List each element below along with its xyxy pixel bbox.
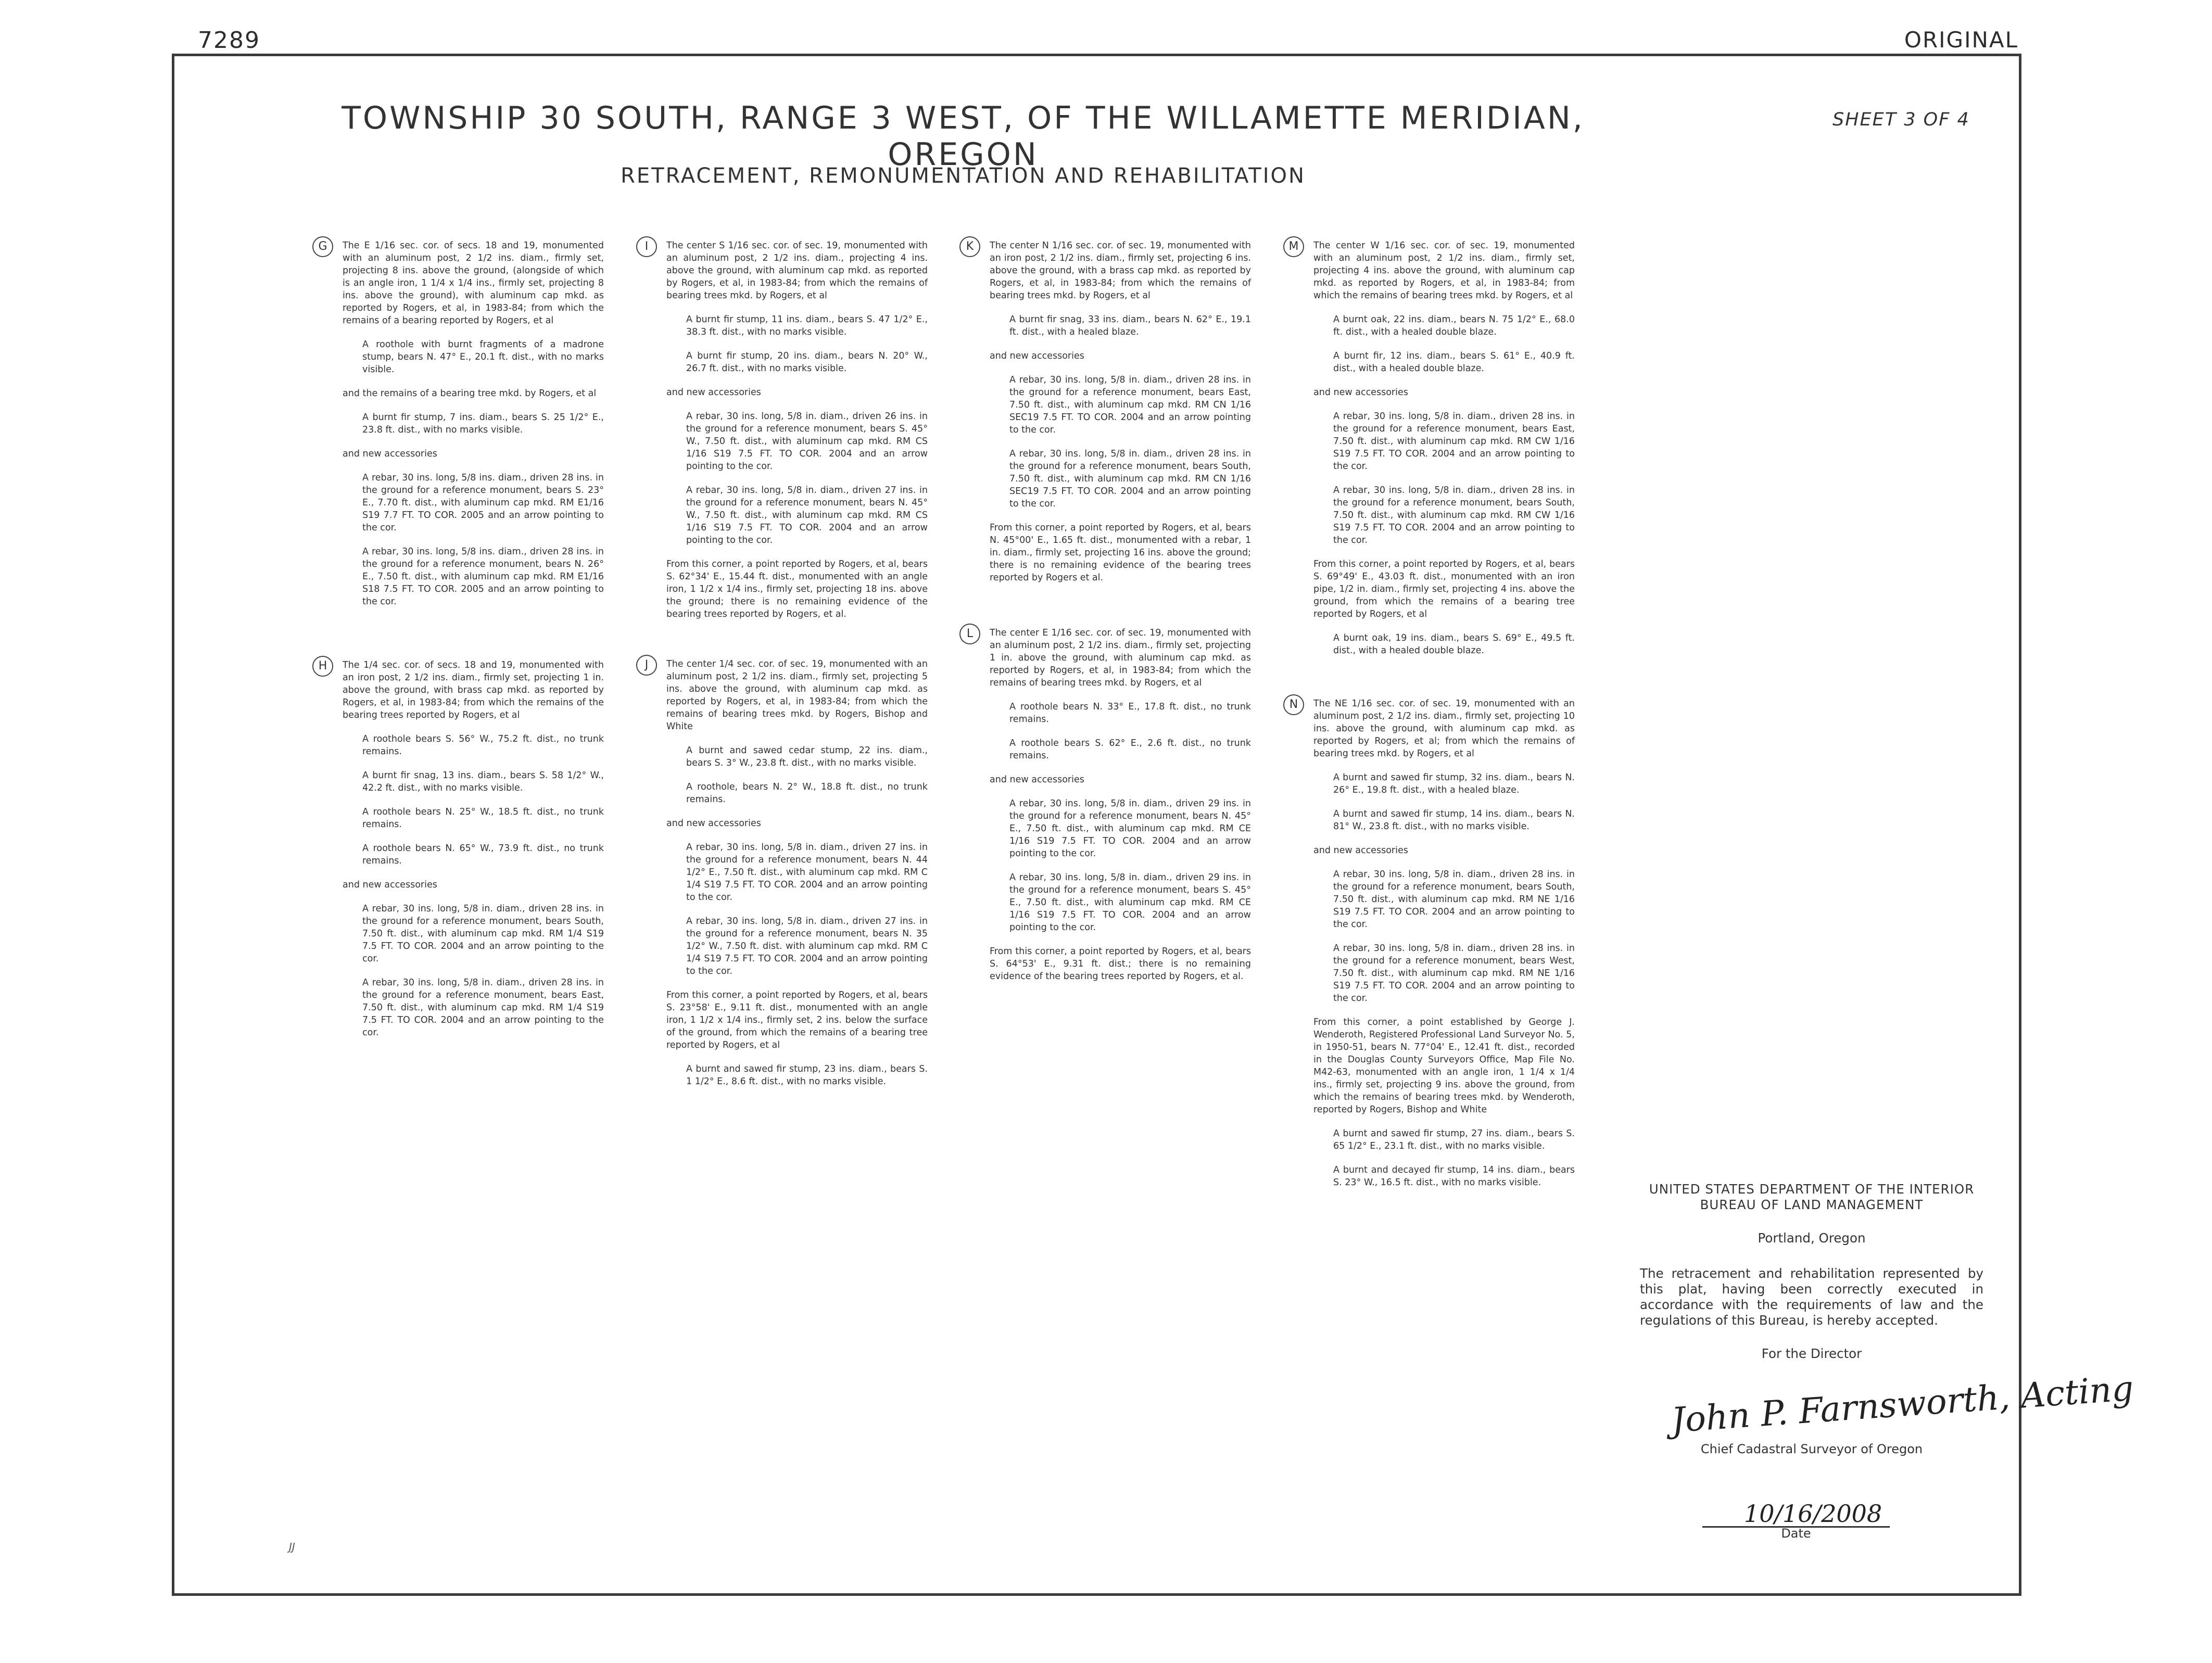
- bearing-tree-note: A burnt and sawed fir stump, 27 ins. diam., bears S. 65 1/2° E., 23.1 ft. dist., with no marks visible.: [1333, 1128, 1575, 1151]
- section-text: From this corner, a point established by George J. Wenderoth, Registered Professional Land Surveyor No. 5, in 1950-51, bears N. 77°04' E., 12.41 ft. dist., recorded in the Douglas County Surveyors Office, Map File No. M42-63, monumented with an angle iron, 1 1/4 x 1/4 ins., firmly set, projecting 9 ins. above the ground, from which the remains of bearing trees mkd. by Wenderoth, reported by Rogers, Bishop and White: [1313, 1017, 1575, 1115]
- bearing-tree-note: A roothole, bears N. 2° W., 18.8 ft. dist., no trunk remains.: [686, 782, 928, 805]
- section-text: and the remains of a bearing tree mkd. by Rogers, et al: [343, 388, 597, 399]
- accessory-note: A rebar, 30 ins. long, 5/8 in. diam., driven 28 ins. in the ground for a reference monument, bears South, 7.50 ft. dist., with aluminum cap mkd. RM CN 1/16 SEC19 7.5 FT. TO COR. 2004 and an arrow pointing to the cor.: [1009, 449, 1251, 509]
- bearing-tree-note: A roothole bears N. 33° E., 17.8 ft. dist., no trunk remains.: [1009, 702, 1251, 725]
- corner-description: The NE 1/16 sec. cor. of sec. 19, monumented with an aluminum post, 2 1/2 ins. diam., firmly set, projecting 10 ins. above the ground, with aluminum cap mkd. as reported by Rogers, et al; from which the remains of bearing trees mkd. by Rogers, et al: [1313, 699, 1575, 759]
- accessory-note: A rebar, 30 ins. long, 5/8 in. diam., driven 26 ins. in the ground for a reference monument, bears S. 45° W., 7.50 ft. dist., with aluminum cap mkd. RM CS 1/16 S19 7.5 FT. TO COR. 2004 and an arrow pointing to the cor.: [686, 411, 928, 472]
- corner-letter-j: J: [636, 655, 657, 676]
- drafter-mark: JJ: [289, 1541, 295, 1553]
- bearing-tree-note: A roothole with burnt fragments of a madrone stump, bears N. 47° E., 20.1 ft. dist., with no marks visible.: [362, 339, 604, 375]
- accessory-note: A rebar, 30 ins. long, 5/8 in. diam., driven 28 ins. in the ground for a reference monument, bears South, 7.50 ft. dist., with aluminum cap mkd. RM CW 1/16 S19 7.5 FT. TO COR. 2004 and an arrow pointing to the cor.: [1333, 485, 1575, 545]
- corner-note-h: [312, 659, 604, 1039]
- handwritten-date: [1702, 1488, 1890, 1529]
- section-text: From this corner, a point reported by Rogers, et al, bears S. 62°34' E., 15.44 ft. dist., monumented with an angle iron, 1 1/2 x 1/4 ins., firmly set, projecting 18 ins. above the ground; there is no remaining evidence of the bearing trees reported by Rogers, et al.: [666, 559, 928, 619]
- section-text: and new accessories: [1313, 845, 1408, 856]
- bearing-tree-note: A burnt and sawed fir stump, 32 ins. diam., bears N. 26° E., 19.8 ft. dist., with a healed blaze.: [1333, 772, 1575, 795]
- notes-column-2: [636, 239, 928, 1099]
- accessory-note: A rebar, 30 ins. long, 5/8 in. diam., driven 27 ins. in the ground for a reference monument, bears N. 45° W., 7.50 ft. dist., with aluminum cap mkd. RM CS 1/16 S19 7.5 FT. TO COR. 2004 and an arrow pointing to the cor.: [686, 485, 928, 545]
- date-label: Date: [1781, 1526, 1811, 1541]
- corner-description: The center W 1/16 sec. cor. of sec. 19, monumented with an aluminum post, 2 1/2 ins. diam., firmly set, projecting 4 ins. above the ground, with aluminum cap mkd. as reported by Rogers, et al, in 1983-84; from which the remains of bearing trees mkd. by Rogers, et al: [1313, 240, 1575, 301]
- section-text: and new accessories: [666, 387, 761, 398]
- section-text: From this corner, a point reported by Rogers, et al, bears N. 45°00' E., 1.65 ft. dist., monumented with a rebar, 1 in. diam., firmly set, projecting 16 ins. above the ground; there is no remaining evidence of the bearing trees reported by Rogers et al.: [990, 523, 1251, 583]
- signature-text: John P. Farnsworth, Acting: [1670, 1368, 2135, 1441]
- corner-note-i: [636, 239, 928, 620]
- accessory-note: A rebar, 30 ins. long, 5/8 in. diam., driven 27 ins. in the ground for a reference monument, bears N. 35 1/2° W., 7.50 ft. dist. with aluminum cap mkd. RM C 1/4 S19 7.5 FT. TO COR. 2004 and an arrow pointing to the cor.: [686, 916, 928, 976]
- corner-letter-k: K: [959, 236, 980, 257]
- corner-description: The center S 1/16 sec. cor. of sec. 19, monumented with an aluminum post, 2 1/2 ins. diam., projecting 4 ins. above the ground, with aluminum cap mkd. as reported by Rogers, et al, in 1983-84; from which the remains of bearing trees mkd. by Rogers, et al: [666, 240, 928, 301]
- section-text: and new accessories: [1313, 387, 1408, 398]
- accessory-note: A rebar, 30 ins. long, 5/8 in. diam., driven 28 ins. in the ground for a reference monument, bears West, 7.50 ft. dist., with aluminum cap mkd. RM NE 1/16 S19 7.5 FT. TO COR. 2004 and an arrow pointing to the cor.: [1333, 943, 1575, 1004]
- accessory-note: A rebar, 30 ins. long, 5/8 in. diam., driven 28 ins. in the ground for a reference monument, bears East, 7.50 ft. dist., with aluminum cap mkd. RM CW 1/16 S19 7.5 FT. TO COR. 2004 and an arrow pointing to the cor.: [1333, 411, 1575, 472]
- section-text: and new accessories: [990, 775, 1084, 785]
- corner-note-j: [636, 658, 928, 1088]
- corner-description: The 1/4 sec. cor. of secs. 18 and 19, monumented with an iron post, 2 1/2 ins. diam., firmly set, projecting 1 in. above the ground, with brass cap mkd. as reported by Rogers, et al, in 1983-84; from which the remains of the bearing trees reported by Rogers, et al: [343, 660, 604, 720]
- bearing-tree-note: A roothole bears S. 62° E., 2.6 ft. dist., no trunk remains.: [1009, 738, 1251, 761]
- bearing-tree-note: A burnt fir snag, 33 ins. diam., bears N. 62° E., 19.1 ft. dist., with a healed blaze.: [1009, 314, 1251, 337]
- for-director-label: For the Director: [1761, 1346, 1862, 1361]
- accessory-note: A rebar, 30 ins. long, 5/8 in. diam., driven 27 ins. in the ground for a reference monument, bears N. 44 1/2° E., 7.50 ft. dist., with aluminum cap mkd. RM C 1/4 S19 7.5 FT. TO COR. 2004 and an arrow pointing to the cor.: [686, 842, 928, 903]
- bearing-tree-note: A burnt oak, 19 ins. diam., bears S. 69° E., 49.5 ft. dist., with a healed double blaze.: [1333, 633, 1575, 656]
- bearing-tree-note: A burnt and sawed fir stump, 23 ins. diam., bears S. 1 1/2° E., 8.6 ft. dist., with no marks visible.: [686, 1064, 928, 1087]
- bearing-tree-note: A roothole bears S. 56° W., 75.2 ft. dist., no trunk remains.: [362, 734, 604, 757]
- section-text: and new accessories: [343, 880, 437, 890]
- corner-description: The center 1/4 sec. cor. of sec. 19, monumented with an aluminum post, 2 1/2 ins. diam., firmly set, projecting 5 ins. above the ground, with aluminum cap mkd. as reported by Rogers, et al, in 1983-84; from which the remains of bearing trees mkd. by Rogers, Bishop and White: [666, 659, 928, 732]
- corner-letter-m: M: [1283, 236, 1304, 257]
- corner-note-n: [1283, 697, 1575, 1189]
- bearing-tree-note: A roothole bears N. 65° W., 73.9 ft. dist., no trunk remains.: [362, 843, 604, 866]
- bearing-tree-note: A burnt fir, 12 ins. diam., bears S. 61° E., 40.9 ft. dist., with a healed double blaze.: [1333, 351, 1575, 374]
- approval-block: [1640, 1182, 1983, 1362]
- accessory-note: A rebar, 30 ins. long, 5/8 ins. diam., driven 28 ins. in the ground for a reference monument, bears S. 23° E., 7.70 ft. dist., with aluminum cap mkd. RM E1/16 S19 7.7 FT. TO COR. 2005 and an arrow pointing to the cor.: [362, 473, 604, 533]
- acceptance-statement: The retracement and rehabilitation represented by this plat, having been correctly executed in accordance with the requirements of law and the regulations of this Bureau, is hereby accepted.: [1640, 1266, 1983, 1328]
- corner-letter-i: I: [636, 236, 657, 257]
- office-location: Portland, Oregon: [1758, 1230, 1866, 1246]
- bearing-tree-note: A burnt and sawed cedar stump, 22 ins. diam., bears S. 3° W., 23.8 ft. dist., with no marks visible.: [686, 745, 928, 768]
- corner-letter-h: H: [312, 656, 333, 677]
- accessory-note: A rebar, 30 ins. long, 5/8 in. diam., driven 28 ins. in the ground for a reference monument, bears East, 7.50 ft. dist., with aluminum cap mkd. RM 1/4 S19 7.5 FT. TO COR. 2004 and an arrow pointing to the cor.: [362, 978, 604, 1038]
- bearing-tree-note: A burnt fir snag, 13 ins. diam., bears S. 58 1/2° W., 42.2 ft. dist., with no marks visible.: [362, 770, 604, 793]
- corner-description: The center E 1/16 sec. cor. of sec. 19, monumented with an aluminum post, 2 1/2 ins. diam., firmly set, projecting 1 in. above the ground, with aluminum cap mkd. as reported by Rogers, et al, in 1983-84; from which the remains of bearing trees mkd. by Rogers, et al: [990, 628, 1251, 688]
- corner-letter-n: N: [1283, 694, 1304, 715]
- section-text: and new accessories: [666, 818, 761, 829]
- bearing-tree-note: A burnt fir stump, 7 ins. diam., bears S. 25 1/2° E., 23.8 ft. dist., with no marks visible.: [362, 412, 604, 435]
- original-label: ORIGINAL: [1904, 27, 2018, 53]
- sheet-number: 7289: [198, 27, 260, 54]
- accessory-note: A rebar, 30 ins. long, 5/8 ins. diam., driven 28 ins. in the ground for a reference monument, bears N. 26° E., 7.50 ft. dist., with aluminum cap mkd. RM E1/16 S18 7.5 FT. TO COR. 2005 and an arrow pointing to the cor.: [362, 547, 604, 607]
- notes-column-3: [959, 239, 1251, 994]
- accessory-note: A rebar, 30 ins. long, 5/8 in. diam., driven 28 ins. in the ground for a reference monument, bears South, 7.50 ft. dist., with aluminum cap mkd. RM 1/4 S19 7.5 FT. TO COR. 2004 and an arrow pointing to the cor.: [362, 904, 604, 964]
- bearing-tree-note: A burnt and decayed fir stump, 14 ins. diam., bears S. 23° W., 16.5 ft. dist., with no marks visible.: [1333, 1165, 1575, 1188]
- notes-column-1: [312, 239, 604, 1050]
- bearing-tree-note: A burnt fir stump, 11 ins. diam., bears S. 47 1/2° E., 38.3 ft. dist., with no marks visible.: [686, 314, 928, 337]
- signer-title: Chief Cadastral Surveyor of Oregon: [1700, 1442, 1923, 1456]
- corner-description: The center N 1/16 sec. cor. of sec. 19, monumented with an iron post, 2 1/2 ins. diam., firmly set, projecting 6 ins. above the ground, with a brass cap mkd. as reported by Rogers, et al, in 1983-84; from which the remains of bearing trees mkd. by Rogers, et al: [990, 240, 1251, 301]
- notes-column-4: [1283, 239, 1575, 1200]
- section-text: From this corner, a point reported by Rogers, et al, bears S. 64°53' E., 9.31 ft. dist.; there is no remaining evidence of the bearing trees reported by Rogers, et al.: [990, 946, 1251, 982]
- date-written: 10/16/2008: [1744, 1500, 1882, 1528]
- accessory-note: A rebar, 30 ins. long, 5/8 in. diam., driven 28 ins. in the ground for a reference monument, bears South, 7.50 ft. dist., with aluminum cap mkd. RM NE 1/16 S19 7.5 FT. TO COR. 2004 and an arrow pointing to the cor.: [1333, 869, 1575, 930]
- bearing-tree-note: A burnt and sawed fir stump, 14 ins. diam., bears N. 81° W., 23.8 ft. dist., with no marks visible.: [1333, 809, 1575, 832]
- corner-note-l: [959, 627, 1251, 983]
- accessory-note: A rebar, 30 ins. long, 5/8 in. diam., driven 29 ins. in the ground for a reference monument, bears S. 45° E., 7.50 ft. dist., with aluminum cap mkd. RM CE 1/16 S19 7.5 FT. TO COR. 2004 and an arrow pointing to the cor.: [1009, 872, 1251, 933]
- corner-description: The E 1/16 sec. cor. of secs. 18 and 19, monumented with an aluminum post, 2 1/2 ins. diam., firmly set, projecting 8 ins. above the ground, (alongside of which is an angle iron, 1 1/4 x 1/4 ins., firmly set, projecting 8 ins. above the ground), with aluminum cap mkd. as reported by Rogers, et al, in 1983-84; from which the remains of a bearing reported by Rogers, et al: [343, 240, 604, 326]
- section-text: and new accessories: [990, 351, 1084, 361]
- bearing-tree-note: A roothole bears N. 25° W., 18.5 ft. dist., no trunk remains.: [362, 807, 604, 830]
- department-line-1: UNITED STATES DEPARTMENT OF THE INTERIOR: [1649, 1182, 1975, 1197]
- sheet-indicator: SHEET 3 OF 4: [1832, 109, 1970, 130]
- department-line-2: BUREAU OF LAND MANAGEMENT: [1700, 1197, 1924, 1212]
- bearing-tree-note: A burnt oak, 22 ins. diam., bears N. 75 1/2° E., 68.0 ft. dist., with a healed double blaze.: [1333, 314, 1575, 337]
- plat-title: TOWNSHIP 30 SOUTH, RANGE 3 WEST, OF THE WILLAMETTE MERIDIAN, OREGON: [342, 100, 1585, 173]
- accessory-note: A rebar, 30 ins. long, 5/8 in. diam., driven 28 ins. in the ground for a reference monument, bears East, 7.50 ft. dist., with aluminum cap mkd. RM CN 1/16 SEC19 7.5 FT. TO COR. 2004 and an arrow pointing to the cor.: [1009, 375, 1251, 435]
- corner-letter-l: L: [959, 624, 980, 644]
- section-text: and new accessories: [343, 449, 437, 459]
- corner-note-g: [312, 239, 604, 608]
- corner-note-k: [959, 239, 1251, 584]
- section-text: From this corner, a point reported by Rogers, et al, bears S. 69°49' E., 43.03 ft. dist., monumented with an iron pipe, 1/2 in. diam., firmly set, projecting 4 ins. above the ground, from which the remains of a bearing tree reported by Rogers, et al: [1313, 559, 1575, 619]
- corner-letter-g: G: [312, 236, 333, 257]
- section-text: From this corner, a point reported by Rogers, et al, bears S. 23°58' E., 9.11 ft. dist., monumented with an angle iron, 1 1/2 x 1/4 ins., firmly set, 2 ins. below the surface of the ground, from which the remains of a bearing tree reported by Rogers, et al: [666, 990, 928, 1050]
- director-signature: [1661, 1368, 2135, 1447]
- accessory-note: A rebar, 30 ins. long, 5/8 in. diam., driven 29 ins. in the ground for a reference monument, bears N. 45° E., 7.50 ft. dist., with aluminum cap mkd. RM CE 1/16 S19 7.5 FT. TO COR. 2004 and an arrow pointing to the cor.: [1009, 798, 1251, 859]
- bearing-tree-note: A burnt fir stump, 20 ins. diam., bears N. 20° W., 26.7 ft. dist., with no marks visible.: [686, 351, 928, 374]
- plat-subtitle: RETRACEMENT, REMONUMENTATION AND REHABILITATION: [621, 164, 1306, 188]
- corner-note-m: [1283, 239, 1575, 657]
